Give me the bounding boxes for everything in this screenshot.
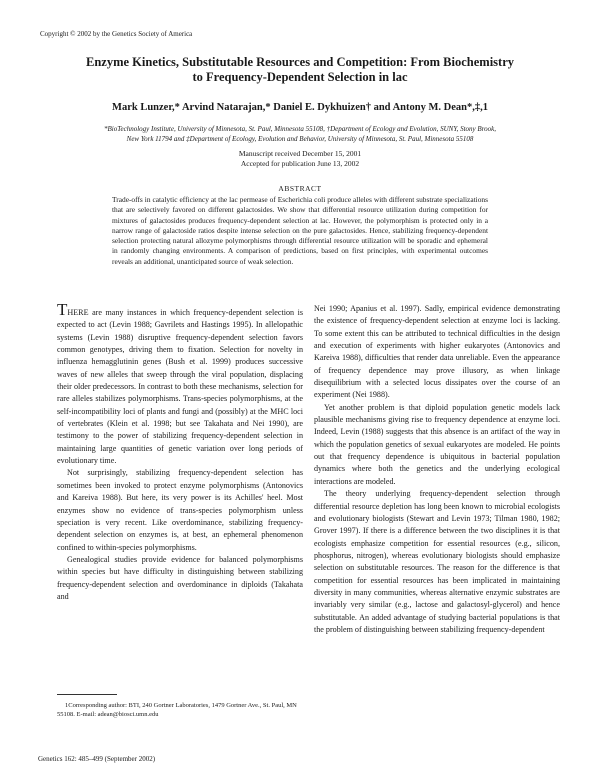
affiliation-line-1: *BioTechnology Institute, University of Minnesota, St. Paul, Minnesota 55108, †Department of Ecology and Evolution, SUNY, Stony Brook,: [104, 125, 496, 133]
paragraph: Genealogical studies provide evidence for balanced polymorphisms within species but have difficulty in distinguishing between stabilizing frequency-dependent selection and overdominance in diploids (Takahata and: [57, 554, 303, 601]
manuscript-dates: [40, 149, 560, 169]
paragraph: Yet another problem is that diploid population genetic models lack plausible mechanisms giving rise to frequency dependence at enzyme loci. Indeed, Levin (1988) suggests that this absence is an artifact of the way in which the population genetics of sexual eukaryotes are modeled. He points out that frequency dependence is ubiquitous in bacterial population dynamics where both the genetics and the underlying ecological interactions are modeled.: [314, 402, 560, 486]
paragraph: Nei 1990; Apanius et al. 1997). Sadly, empirical evidence demonstrating the existence of frequency-dependent selection at enzyme loci is lacking. To some extent this can be attributed to technical difficulties in the design and execution of experiments with higher eukaryotes (Antonovics and Kareiva 1988), difficulties that render data unreliable. Even the appearance of frequency dependence may prove illusory, as when linkage disequilibrium with a selected locus dissipates over the course of an experiment (Nei 1988).: [314, 304, 560, 400]
paragraph: The theory underlying frequency-dependent selection through differential resource depletion has long been known to microbial ecologists and evolutionary biologists (Stewart and Levin 1973; Tilman 1980, 1982; Grover 1997). If there is a difference between the two disciplines it is that ecologists emphasize competition for essential resources (e.g., silicon, phosphorus, nitrogen), whereas evolutionary biologists should emphasize selection on substitutable resources. The reason for the difference is that competition for essential resources has been implicated in maintaining diversity in many communities, whereas alternative enzymic substrates are invariably very similar (e.g., lactose and galactosyl-glycerol) and hence substitutable. An added advantage of studying bacterial populations is that the problem of distinguishing between stabilizing frequency-dependent: [314, 489, 560, 634]
affiliations: [40, 124, 560, 144]
abstract-heading: ABSTRACT: [278, 184, 322, 193]
title-line-1: Enzyme Kinetics, Substitutable Resources and Competition: From Biochemistry: [86, 55, 514, 69]
author-list: Mark Lunzer,* Arvind Natarajan,* Daniel E. Dykhuizen† and Antony M. Dean*,‡,1: [112, 102, 488, 113]
footnote-rule: [57, 694, 117, 695]
title-line-2: to Frequency-Dependent Selection in lac: [192, 70, 408, 84]
copyright-notice: Copyright © 2002 by the Genetics Society of America: [40, 30, 193, 38]
body-column-right: [314, 303, 560, 636]
received-date: Manuscript received December 15, 2001: [238, 149, 362, 158]
body-column-left: [57, 300, 303, 603]
paragraph-text: HERE are many instances in which frequency-dependent selection is expected to act (Levin 1988; Gavrilets and Hastings 1995). In allelopathic systems (Levin 1988) disruptive frequency-dependent selection favors common genotypes, driving them to fixation. Selection for novelty in influenza hemagglutinin genes (Bush et al. 1999) produces successive waves of new alleles that sweep through the viral population, displacing their older predecessors. In contrast to both these mechanisms, selection for rare alleles stabilizes polymorphisms. Trans-species polymorphisms, at the self-incompatibility loci of plants and fungi and (possibly) at the MHC loci of vertebrates (Klein et al. 1998; but see Takahata and Nei 1990), are testimony to the power of stabilizing frequency-dependent selection in maintaining large quantities of genetic variation over long periods of evolutionary time.: [57, 308, 303, 466]
paragraph: [57, 300, 303, 467]
affiliation-line-2: New York 11794 and ‡Department of Ecology, Evolution and Behavior, University of Minnesota, St. Paul, Minnesota 55108: [126, 135, 474, 143]
drop-cap: T: [57, 300, 68, 319]
abstract-text: Trade-offs in catalytic efficiency at the lac permease of Escherichia coli produce alleles with different substrate specializations that are selectively favored on different galactosides. We show that differential resource utilization during competition for mixtures of galactosides produces frequency-dependent selection at lac. However, the polymorphism is protected only in a narrow range of galactoside ratios despite intense selection on the pure galactosides. Hence, stabilizing frequency-dependent selection protecting natural allozyme polymorphisms through differential resource utilization will be sporadic and ephemeral in randomly changing environments. A comparison of predictions, based on first principles, with experimental outcomes reveals an additional, unanticipated source of weak selection.: [112, 195, 488, 266]
paragraph: Not surprisingly, stabilizing frequency-dependent selection has sometimes been invoked to protect enzyme polymorphisms (Antonovics and Kareiva 1988). But here, its very power is its Achilles' heel. Most enzymes show no evidence of trans-species polymorphism unless speciation is very recent. Like overdominance, stabilizing frequency-dependent selection on enzymes is, at best, an ephemeral phenomenon confined to within-species polymorphisms.: [57, 468, 303, 552]
corresponding-author-footnote: 1Corresponding author: BTI, 240 Gortner Laboratories, 1479 Gortner Ave., St. Paul, MN 55108. E-mail: adean@biosci.umn.edu: [57, 702, 297, 718]
journal-citation: Genetics 162: 485–499 (September 2002): [38, 755, 156, 763]
article-title: [60, 55, 540, 85]
accepted-date: Accepted for publication June 13, 2002: [240, 159, 360, 168]
